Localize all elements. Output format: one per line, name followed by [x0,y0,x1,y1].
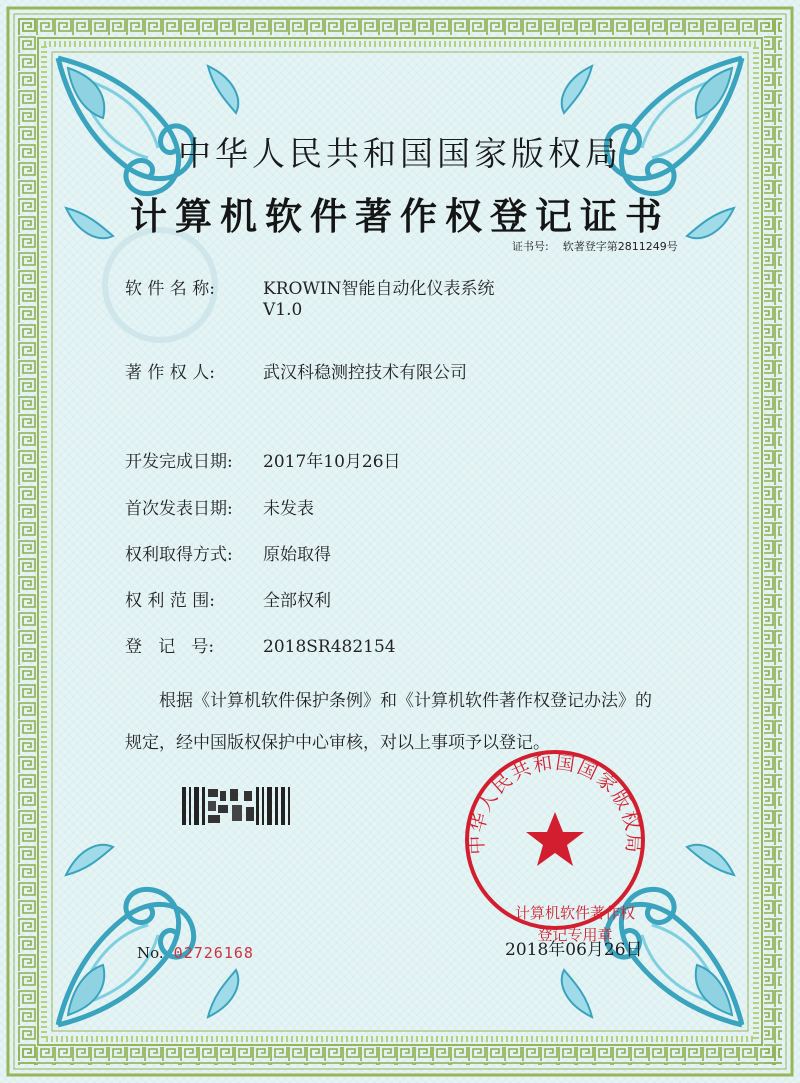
field-value: 2017年10月26日 [263,452,401,472]
field-value: 武汉科稳测控技术有限公司 [263,363,467,383]
statement-line-1: 根据《计算机软件保护条例》和《计算机软件著作权登记办法》的 [159,691,652,711]
field-acquisition-method [125,540,331,565]
field-completion-date [125,447,401,472]
seal-text-line-2: 登记专用章 [537,926,613,944]
issue-date: 2018年06月26日 [505,940,643,960]
field-label: 权利取得方式: [125,545,233,565]
field-value: 2018SR482154 [263,637,396,657]
field-first-publication [125,494,314,519]
certificate-number-value: 软著登字第2811249号 [562,240,678,253]
field-value: KROWIN智能自动化仪表系统 [263,279,495,299]
serial-number-label: No. [137,944,164,962]
certificate-number [512,238,678,254]
certificate-number-label: 证书号: [512,240,549,253]
field-rights-scope [125,586,331,611]
statement-line-2: 规定，经中国版权保护中心审核，对以上事项予以登记。 [125,733,550,753]
field-value: 未发表 [263,499,314,519]
field-label: 登 记 号: [125,637,215,657]
serial-number-value: 02726168 [173,944,254,962]
field-value: 全部权利 [263,591,331,611]
field-label: 首次发表日期: [125,499,233,519]
field-value-version: V1.0 [263,300,303,320]
field-label: 软 件 名 称: [125,279,215,299]
seal-text-line-1: 计算机软件著作权 [514,904,635,922]
issuing-authority: 中华人民共和国国家版权局 [178,134,622,173]
field-registration-number [125,632,396,657]
field-label: 开发完成日期: [125,452,233,472]
field-software-name [125,274,495,299]
seal-ring-text: 中华人民共和国国家版权局 [465,751,645,856]
field-label: 著 作 权 人: [125,363,215,383]
legal-statement [125,686,725,758]
certificate-title: 计算机软件著作权登记证书 [130,194,670,238]
serial-number [137,944,254,962]
barcode [182,787,290,825]
field-copyright-owner [125,358,467,383]
field-value: 原始取得 [263,545,331,565]
field-label: 权 利 范 围: [125,591,215,611]
field-software-version [263,300,302,320]
